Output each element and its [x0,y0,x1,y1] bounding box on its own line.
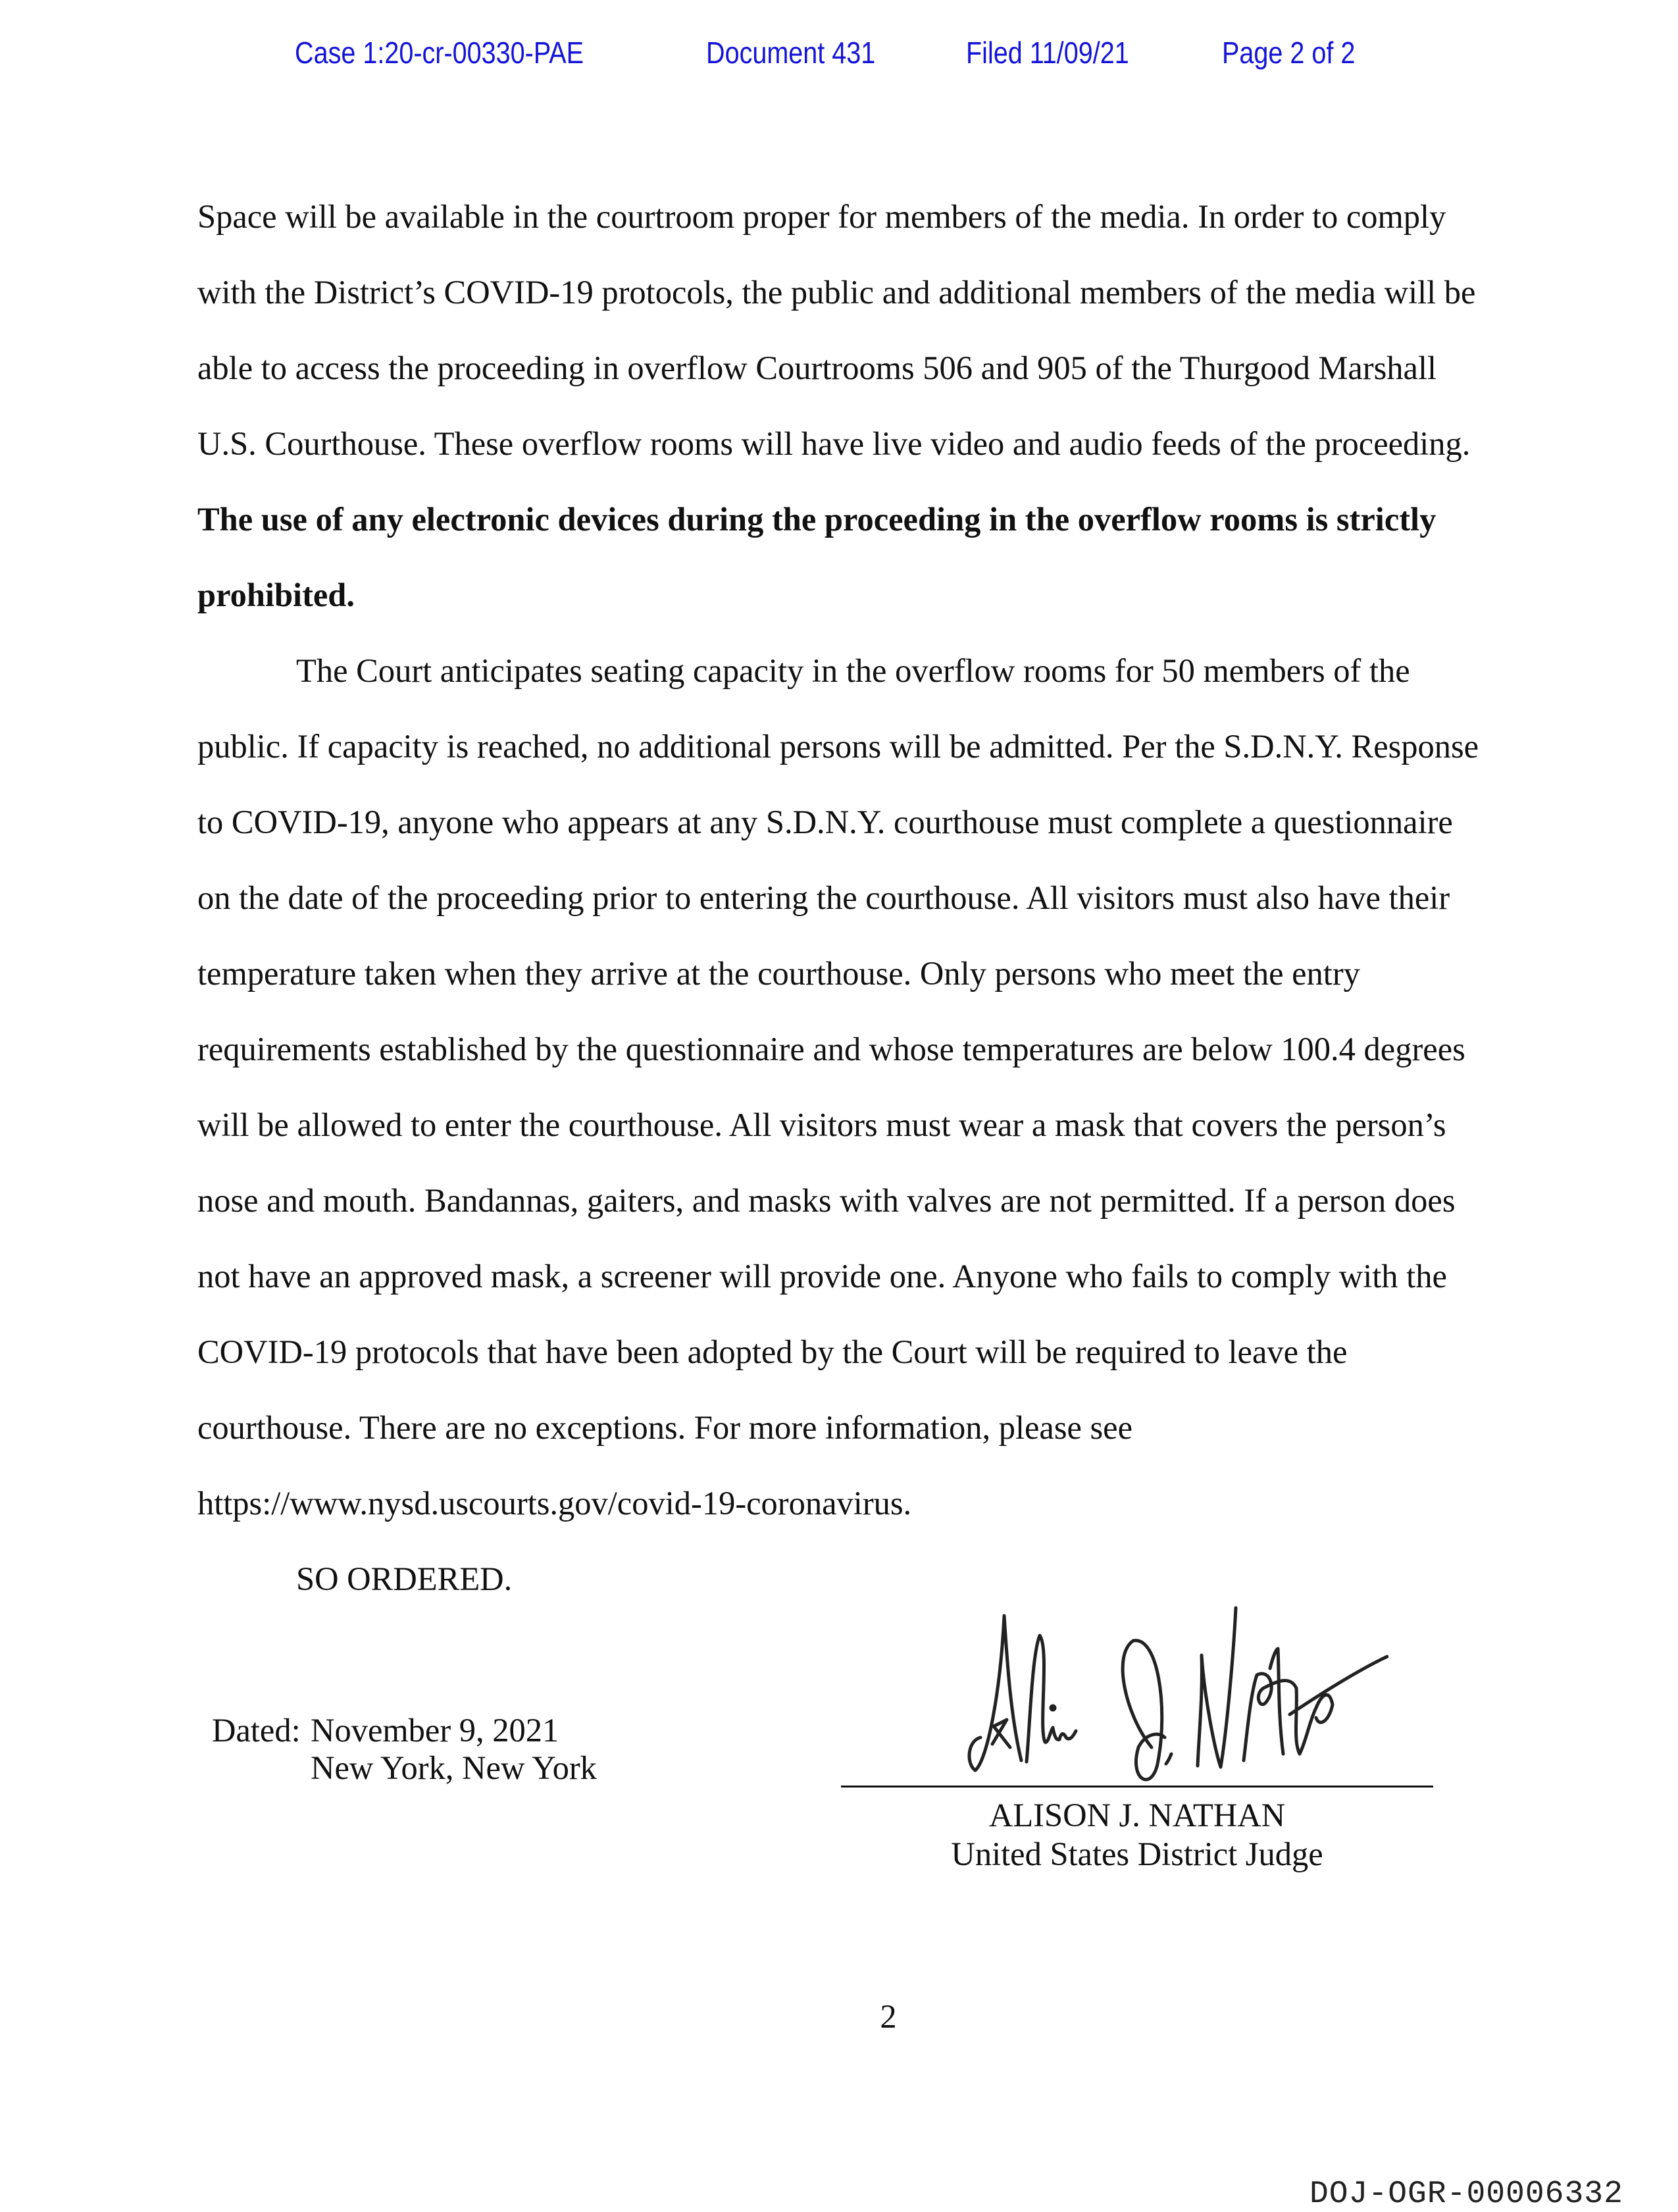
dated-place: New York, New York [311,1749,597,1786]
text-line: The Court anticipates seating capacity in the overflow rooms for 50 members of the [296,652,1410,689]
so-ordered: SO ORDERED. [296,1560,513,1597]
bold-notice-line: prohibited. [197,577,355,613]
text-line: nose and mouth. Bandannas, gaiters, and masks with valves are not permitted. If a person does [197,1182,1456,1219]
dated-label: Dated: [212,1712,301,1749]
text-line: on the date of the proceeding prior to entering the courthouse. All visitors must also have their [197,879,1450,916]
dated-date: November 9, 2021 [311,1712,559,1749]
header-case-number: Case 1:20-cr-00330-PAE [295,36,584,70]
text-line: U.S. Courthouse. These overflow rooms will have live video and audio feeds of the proceeding. [197,425,1471,462]
text-line: requirements established by the questionnaire and whose temperatures are below 100.4 degrees [197,1031,1465,1067]
judge-name: ALISON J. NATHAN [988,1797,1286,1834]
header-filed-date: Filed 11/09/21 [966,36,1129,70]
bold-notice-line: The use of any electronic devices during the proceeding in the overflow rooms is strictly [197,501,1436,538]
text-line: courthouse. There are no exceptions. For more information, please see [197,1409,1133,1446]
text-line: able to access the proceeding in overflow Courtrooms 506 and 905 of the Thurgood Marshall [197,349,1437,386]
signature-line [841,1786,1433,1788]
page-number: 2 [880,1998,897,2035]
header-page-count: Page 2 of 2 [1222,36,1356,70]
text-line: temperature taken when they arrive at the courthouse. Only persons who meet the entry [197,955,1360,992]
text-line: COVID-19 protocols that have been adopted by the Court will be required to leave the [197,1333,1348,1370]
text-line: public. If capacity is reached, no additional persons will be admitted. Per the S.D.N.Y. Response [197,728,1479,765]
text-line: to COVID-19, anyone who appears at any S.D.N.Y. courthouse must complete a questionnaire [197,804,1453,840]
text-line: Space will be available in the courtroom proper for members of the media. In order to comply [197,198,1446,235]
text-line: not have an approved mask, a screener will provide one. Anyone who fails to comply with the [197,1258,1447,1295]
text-line: with the District’s COVID-19 protocols, the public and additional members of the media will be [197,274,1476,311]
judge-title: United States District Judge [951,1836,1323,1872]
header-document-number: Document 431 [706,36,876,70]
bates-number: DOJ-OGR-00006332 [1309,2176,1623,2212]
handwritten-signature-icon [961,1596,1388,1787]
text-line: will be allowed to enter the courthouse. All visitors must wear a mask that covers the person’s [197,1106,1446,1143]
covid-info-url: https://www.nysd.uscourts.gov/covid-19-coronavirus. [197,1485,912,1522]
